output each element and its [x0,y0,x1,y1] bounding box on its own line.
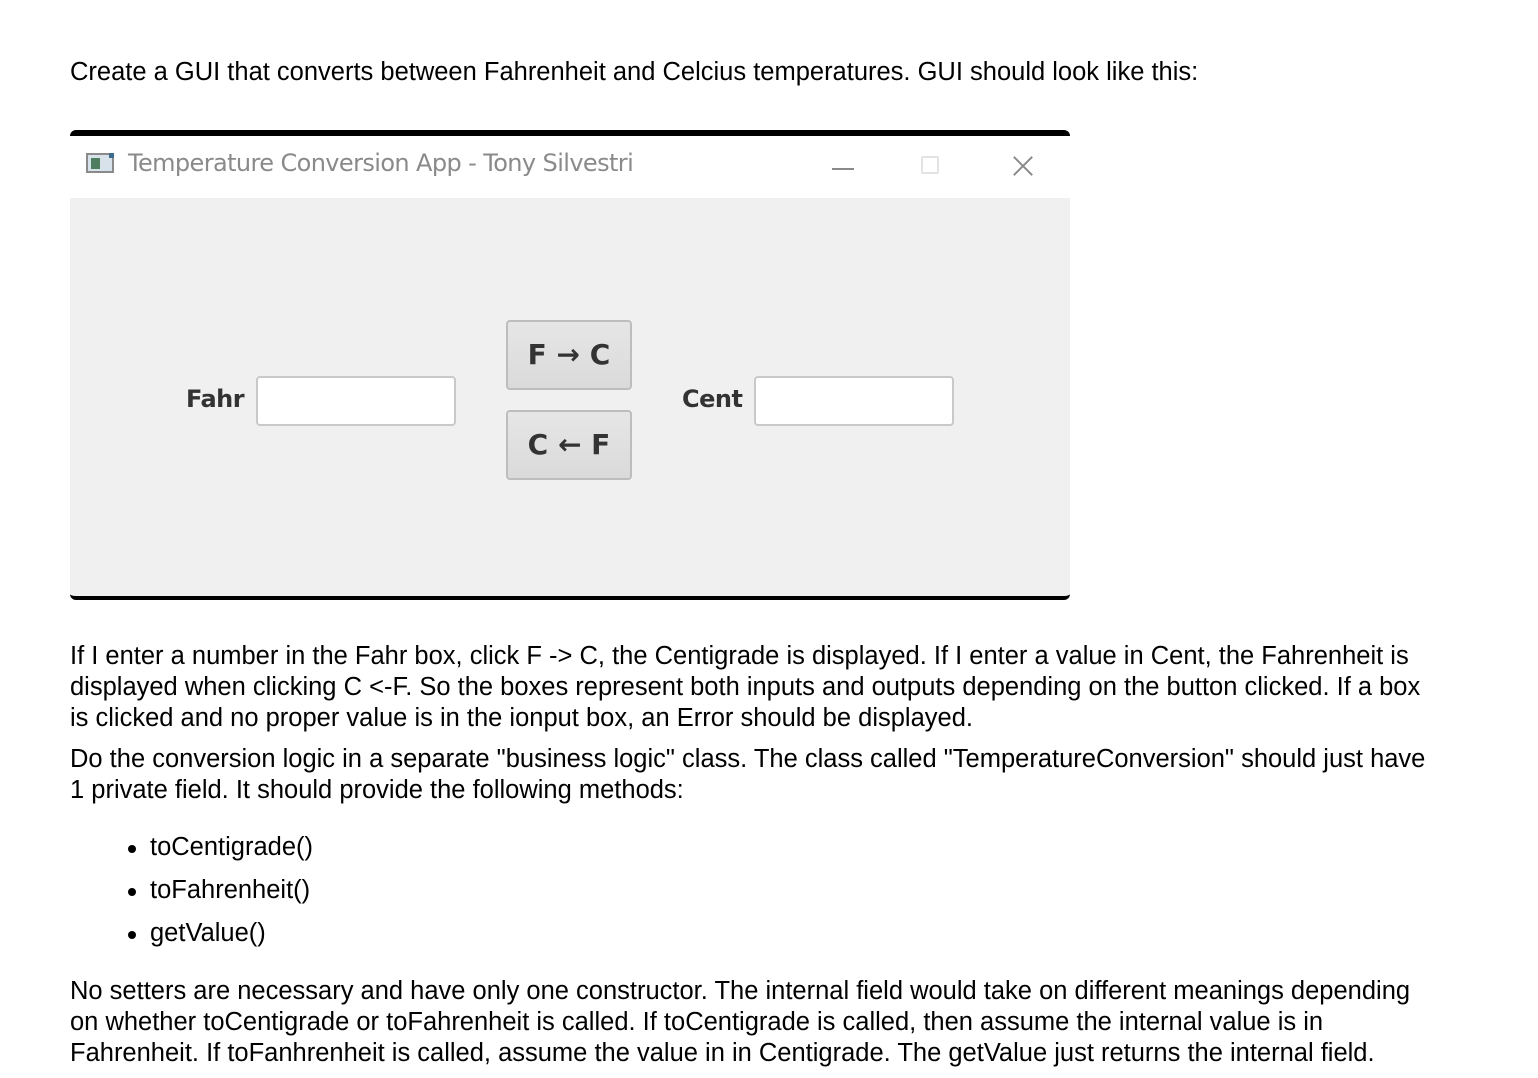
list-item: toFahrenheit() [150,875,313,918]
paragraph-line: No setters are necessary and have only one constructor. The internal field would take on different meanings depending [70,977,1411,1005]
cent-input[interactable] [754,376,954,426]
list-item: getValue() [150,918,313,961]
paragraph-line: If I enter a number in the Fahr box, click F -> C, the Centigrade is displayed. If I enter a value in Cent, the Fahrenheit is [70,642,1409,670]
paragraph-line: 1 private field. It should provide the following methods: [70,776,684,804]
f-to-c-button[interactable]: F → C [506,320,632,390]
close-icon[interactable] [1000,146,1046,186]
intro-text: Create a GUI that converts between Fahrenheit and Celcius temperatures. GUI should look like this: [70,58,1199,86]
title-bar [70,136,1070,198]
paragraph-behavior [70,641,1520,734]
paragraph-line: Do the conversion logic in a separate "business logic" class. The class called "TemperatureConversion" should just have [70,745,1426,773]
window-title: Temperature Conversion App - Tony Silvestri [128,149,634,177]
paragraph-line: Fahrenheit. If toFanhrenheit is called, assume the value in in Centigrade. The getValue just returns the internal field. [70,1039,1375,1067]
paragraph-line: displayed when clicking C <-F. So the boxes represent both inputs and outputs depending on the button clicked. If a box [70,673,1421,701]
minimize-icon[interactable] [820,146,866,186]
fahr-label: Fahr [186,385,245,413]
c-to-f-button[interactable]: C ← F [506,410,632,480]
fahr-input[interactable] [256,376,456,426]
cent-label: Cent [682,385,743,413]
paragraph-line: on whether toCentigrade or toFahrenheit is called. If toCentigrade is called, then assume the internal value is in [70,1008,1324,1036]
app-icon [86,153,114,173]
methods-list [150,832,313,961]
app-window [70,130,1070,600]
list-item: toCentigrade() [150,832,313,875]
maximize-icon[interactable] [908,146,954,186]
paragraph-line: is clicked and no proper value is in the ionput box, an Error should be displayed. [70,704,973,732]
paragraph-notes [70,976,1520,1069]
paragraph-business-logic [70,744,1520,806]
